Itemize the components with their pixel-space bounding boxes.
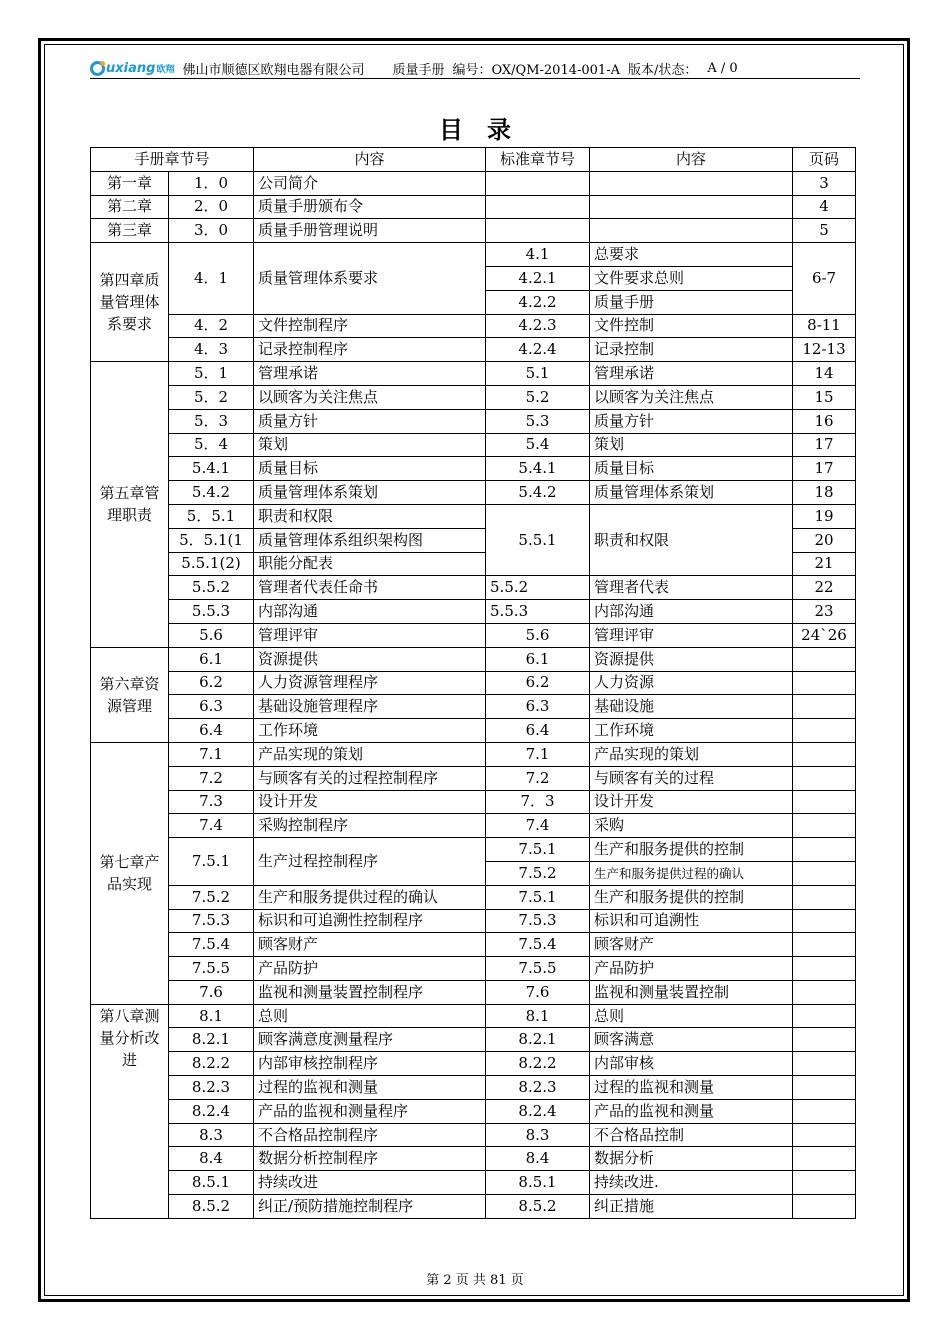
standard-cell: 8.3	[486, 1123, 590, 1147]
standard-content-cell: 不合格品控制	[590, 1123, 793, 1147]
content-cell: 职责和权限	[254, 504, 486, 528]
standard-content-cell: 记录控制	[590, 338, 793, 362]
standard-cell: 8.2.2	[486, 1052, 590, 1076]
section-cell: 7.5.4	[169, 933, 254, 957]
table-header-row	[91, 148, 856, 172]
standard-cell: 7.5.1	[486, 838, 590, 862]
table-row	[91, 409, 856, 433]
content-cell: 产品的监视和测量程序	[254, 1099, 486, 1123]
version-value: A / 0	[707, 60, 738, 76]
page-cell	[793, 814, 856, 838]
table-row	[91, 1028, 856, 1052]
standard-cell: 5.4.2	[486, 481, 590, 505]
page-cell	[793, 790, 856, 814]
content-cell: 质量方针	[254, 409, 486, 433]
page-cell	[793, 861, 856, 885]
standard-content-cell: 数据分析	[590, 1147, 793, 1171]
standard-content-cell: 资源提供	[590, 647, 793, 671]
column-header-page: 页码	[793, 148, 856, 172]
table-row	[91, 957, 856, 981]
standard-cell: 5.3	[486, 409, 590, 433]
standard-cell: 8.2.1	[486, 1028, 590, 1052]
content-cell: 质量管理体系要求	[254, 243, 486, 314]
content-cell: 管理者代表任命书	[254, 576, 486, 600]
table-row	[91, 647, 856, 671]
page-cell	[793, 1099, 856, 1123]
table-row	[91, 195, 856, 219]
section-cell: 5.4.2	[169, 481, 254, 505]
content-cell: 数据分析控制程序	[254, 1147, 486, 1171]
content-cell: 与顾客有关的过程控制程序	[254, 766, 486, 790]
standard-content-cell: 管理承诺	[590, 362, 793, 386]
standard-content-cell: 生产和服务提供过程的确认	[590, 861, 793, 885]
manual-name: 质量手册	[392, 62, 445, 78]
table-row	[91, 481, 856, 505]
content-cell: 管理评审	[254, 623, 486, 647]
table-row	[91, 671, 856, 695]
section-cell: 4．3	[169, 338, 254, 362]
standard-content-cell: 总则	[590, 1004, 793, 1028]
company-logo	[90, 61, 174, 76]
section-cell: 7.5.5	[169, 957, 254, 981]
page-footer: 第 2 页 共 81 页	[426, 1273, 524, 1288]
standard-cell	[486, 219, 590, 243]
page-cell	[793, 1004, 856, 1028]
standard-cell: 6.4	[486, 719, 590, 743]
table-row	[91, 171, 856, 195]
standard-cell: 8.1	[486, 1004, 590, 1028]
section-cell: 1．0	[169, 171, 254, 195]
standard-cell: 6.2	[486, 671, 590, 695]
standard-content-cell: 总要求	[590, 243, 793, 267]
content-cell: 纠正/预防措施控制程序	[254, 1195, 486, 1219]
content-cell: 管理承诺	[254, 362, 486, 386]
page-cell: 16	[793, 409, 856, 433]
standard-content-cell: 内部沟通	[590, 600, 793, 624]
table-row	[91, 742, 856, 766]
standard-content-cell: 生产和服务提供的控制	[590, 838, 793, 862]
table-row	[91, 980, 856, 1004]
standard-cell: 7.6	[486, 980, 590, 1004]
page-cell	[793, 1195, 856, 1219]
standard-content-cell: 文件要求总则	[590, 266, 793, 290]
chapter-cell: 第四章质量管理体系要求	[91, 243, 169, 362]
section-cell: 8.2.1	[169, 1028, 254, 1052]
table-row	[91, 909, 856, 933]
standard-cell: 4.1	[486, 243, 590, 267]
standard-content-cell: 质量目标	[590, 457, 793, 481]
page-cell	[793, 1123, 856, 1147]
page-cell	[793, 647, 856, 671]
page-cell: 15	[793, 385, 856, 409]
standard-cell: 7.2	[486, 766, 590, 790]
table-row	[91, 504, 856, 528]
content-cell: 策划	[254, 433, 486, 457]
content-cell: 质量目标	[254, 457, 486, 481]
table-row	[91, 314, 856, 338]
column-header-standard: 标准章节号	[486, 148, 590, 172]
standard-cell: 5.4.1	[486, 457, 590, 481]
section-cell: 5．3	[169, 409, 254, 433]
section-cell: 5．4	[169, 433, 254, 457]
standard-content-cell	[590, 171, 793, 195]
page-cell	[793, 980, 856, 1004]
column-header-standard-content: 内容	[590, 148, 793, 172]
page-cell: 3	[793, 171, 856, 195]
table-row	[91, 457, 856, 481]
standard-content-cell: 管理者代表	[590, 576, 793, 600]
company-name: 佛山市顺德区欧翔电器有限公司	[182, 62, 365, 78]
logo-text: uxiang	[106, 60, 156, 76]
standard-content-cell: 管理评审	[590, 623, 793, 647]
page-cell	[793, 1028, 856, 1052]
table-row	[91, 338, 856, 362]
table-row	[91, 695, 856, 719]
standard-cell: 5.5.1	[486, 504, 590, 575]
content-cell: 质量手册颁布令	[254, 195, 486, 219]
page-cell	[793, 671, 856, 695]
page-header	[90, 58, 860, 78]
page-cell	[793, 766, 856, 790]
page-cell	[793, 1076, 856, 1100]
content-cell: 不合格品控制程序	[254, 1123, 486, 1147]
section-cell: 8.4	[169, 1147, 254, 1171]
chapter-cell: 第八章测量分析改进	[91, 1004, 169, 1218]
standard-cell: 7.5.4	[486, 933, 590, 957]
section-cell: 7.2	[169, 766, 254, 790]
section-cell: 7.4	[169, 814, 254, 838]
content-cell: 顾客满意度测量程序	[254, 1028, 486, 1052]
standard-content-cell: 质量方针	[590, 409, 793, 433]
content-cell: 质量手册管理说明	[254, 219, 486, 243]
standard-content-cell: 工作环境	[590, 719, 793, 743]
standard-content-cell: 过程的监视和测量	[590, 1076, 793, 1100]
column-header-section: 手册章节号	[91, 148, 254, 172]
content-cell: 质量管理体系组织架构图	[254, 528, 486, 552]
document-code: 编号：OX/QM-2014-001-A	[452, 62, 620, 78]
table-row	[91, 385, 856, 409]
section-cell: 8.5.1	[169, 1171, 254, 1195]
table-row	[91, 1004, 856, 1028]
standard-content-cell: 内部审核	[590, 1052, 793, 1076]
standard-cell: 7.5.3	[486, 909, 590, 933]
page-cell	[793, 695, 856, 719]
content-cell: 内部审核控制程序	[254, 1052, 486, 1076]
content-cell: 持续改进	[254, 1171, 486, 1195]
table-row	[91, 1099, 856, 1123]
page-cell	[793, 742, 856, 766]
page-cell: 23	[793, 600, 856, 624]
section-cell: 5．2	[169, 385, 254, 409]
standard-content-cell: 顾客满意	[590, 1028, 793, 1052]
standard-content-cell: 人力资源	[590, 671, 793, 695]
standard-content-cell: 与顾客有关的过程	[590, 766, 793, 790]
content-cell: 设计开发	[254, 790, 486, 814]
standard-cell: 7.5.2	[486, 861, 590, 885]
standard-cell: 4.2.2	[486, 290, 590, 314]
content-cell: 总则	[254, 1004, 486, 1028]
standard-cell: 4.2.1	[486, 266, 590, 290]
content-cell: 基础设施管理程序	[254, 695, 486, 719]
content-cell: 采购控制程序	[254, 814, 486, 838]
section-cell: 7.3	[169, 790, 254, 814]
content-cell: 内部沟通	[254, 600, 486, 624]
standard-cell: 5.2	[486, 385, 590, 409]
section-cell: 6.1	[169, 647, 254, 671]
content-cell: 产品实现的策划	[254, 742, 486, 766]
page-cell	[793, 957, 856, 981]
standard-cell: 7.1	[486, 742, 590, 766]
page-cell	[793, 1052, 856, 1076]
section-cell: 6.3	[169, 695, 254, 719]
standard-cell: 8.5.2	[486, 1195, 590, 1219]
page-cell: 20	[793, 528, 856, 552]
section-cell: 8.2.4	[169, 1099, 254, 1123]
chapter-cell: 第二章	[91, 195, 169, 219]
table-row	[91, 219, 856, 243]
content-cell: 顾客财产	[254, 933, 486, 957]
page-cell	[793, 933, 856, 957]
standard-cell: 5.4	[486, 433, 590, 457]
standard-content-cell: 职责和权限	[590, 504, 793, 575]
section-cell: 8.1	[169, 1004, 254, 1028]
table-row	[91, 1076, 856, 1100]
standard-cell: 8.2.3	[486, 1076, 590, 1100]
content-cell: 记录控制程序	[254, 338, 486, 362]
standard-cell: 8.5.1	[486, 1171, 590, 1195]
table-row	[91, 623, 856, 647]
content-cell: 职能分配表	[254, 552, 486, 576]
standard-content-cell: 文件控制	[590, 314, 793, 338]
table-row	[91, 838, 856, 862]
page-cell: 24`26	[793, 623, 856, 647]
table-row	[91, 790, 856, 814]
standard-cell: 5.1	[486, 362, 590, 386]
column-header-content: 内容	[254, 148, 486, 172]
section-cell: 6.2	[169, 671, 254, 695]
section-cell: 7.5.2	[169, 885, 254, 909]
standard-content-cell: 监视和测量装置控制	[590, 980, 793, 1004]
page-cell	[793, 838, 856, 862]
section-cell: 7.5.1	[169, 838, 254, 886]
section-cell: 5．5.1(1	[169, 528, 254, 552]
section-cell: 7.5.3	[169, 909, 254, 933]
page-cell: 18	[793, 481, 856, 505]
standard-content-cell: 设计开发	[590, 790, 793, 814]
section-cell: 8.3	[169, 1123, 254, 1147]
standard-content-cell: 基础设施	[590, 695, 793, 719]
standard-cell: 7.4	[486, 814, 590, 838]
standard-content-cell: 纠正措施	[590, 1195, 793, 1219]
table-row	[91, 600, 856, 624]
page-cell: 12-13	[793, 338, 856, 362]
section-cell: 2．0	[169, 195, 254, 219]
section-cell: 5.5.3	[169, 600, 254, 624]
standard-content-cell: 标识和可追溯性	[590, 909, 793, 933]
chapter-cell: 第七章产品实现	[91, 742, 169, 1004]
content-cell: 资源提供	[254, 647, 486, 671]
logo-cn-text: 欧翔	[156, 64, 175, 75]
content-cell: 监视和测量装置控制程序	[254, 980, 486, 1004]
chapter-cell: 第五章管理职责	[91, 362, 169, 648]
page-cell: 5	[793, 219, 856, 243]
standard-cell	[486, 195, 590, 219]
standard-cell: 5.5.3	[486, 600, 590, 624]
standard-cell: 7．3	[486, 790, 590, 814]
page-cell: 21	[793, 552, 856, 576]
table-row	[91, 814, 856, 838]
content-cell: 公司简介	[254, 171, 486, 195]
standard-content-cell: 产品防护	[590, 957, 793, 981]
table-row	[91, 433, 856, 457]
standard-cell	[486, 171, 590, 195]
table-row	[91, 243, 856, 267]
standard-content-cell: 质量手册	[590, 290, 793, 314]
logo-circle-icon	[90, 61, 105, 76]
table-row	[91, 719, 856, 743]
standard-content-cell: 质量管理体系策划	[590, 481, 793, 505]
standard-cell: 8.2.4	[486, 1099, 590, 1123]
standard-content-cell	[590, 219, 793, 243]
toc-table	[90, 147, 856, 1219]
table-row	[91, 1171, 856, 1195]
standard-content-cell: 策划	[590, 433, 793, 457]
section-cell: 8.2.3	[169, 1076, 254, 1100]
content-cell: 生产过程控制程序	[254, 838, 486, 886]
page-cell	[793, 885, 856, 909]
section-cell: 5.5.1(2)	[169, 552, 254, 576]
content-cell: 过程的监视和测量	[254, 1076, 486, 1100]
standard-content-cell	[590, 195, 793, 219]
content-cell: 标识和可追溯性控制程序	[254, 909, 486, 933]
chapter-cell: 第一章	[91, 171, 169, 195]
standard-content-cell: 采购	[590, 814, 793, 838]
content-cell: 产品防护	[254, 957, 486, 981]
section-cell: 5．5.1	[169, 504, 254, 528]
content-cell: 生产和服务提供过程的确认	[254, 885, 486, 909]
page-cell: 19	[793, 504, 856, 528]
table-row	[91, 885, 856, 909]
section-cell: 5.4.1	[169, 457, 254, 481]
page-cell: 6-7	[793, 243, 856, 314]
standard-cell: 7.5.1	[486, 885, 590, 909]
table-row	[91, 1195, 856, 1219]
page-cell	[793, 1171, 856, 1195]
page-cell: 8-11	[793, 314, 856, 338]
section-cell: 5．1	[169, 362, 254, 386]
standard-content-cell: 生产和服务提供的控制	[590, 885, 793, 909]
standard-cell: 5.6	[486, 623, 590, 647]
chapter-cell: 第三章	[91, 219, 169, 243]
section-cell: 5.6	[169, 623, 254, 647]
table-row	[91, 933, 856, 957]
section-cell: 4．1	[169, 243, 254, 314]
page-cell: 22	[793, 576, 856, 600]
page-cell: 4	[793, 195, 856, 219]
section-cell: 7.6	[169, 980, 254, 1004]
page-title: 目录	[439, 115, 535, 144]
page-cell	[793, 909, 856, 933]
section-cell: 8.5.2	[169, 1195, 254, 1219]
table-row	[91, 1052, 856, 1076]
table-row	[91, 1147, 856, 1171]
standard-cell: 5.5.2	[486, 576, 590, 600]
content-cell: 以顾客为关注焦点	[254, 385, 486, 409]
section-cell: 8.2.2	[169, 1052, 254, 1076]
table-row	[91, 766, 856, 790]
standard-content-cell: 持续改进.	[590, 1171, 793, 1195]
standard-content-cell: 顾客财产	[590, 933, 793, 957]
section-cell: 6.4	[169, 719, 254, 743]
content-cell: 文件控制程序	[254, 314, 486, 338]
standard-content-cell: 以顾客为关注焦点	[590, 385, 793, 409]
section-cell: 3．0	[169, 219, 254, 243]
page-cell: 17	[793, 457, 856, 481]
standard-cell: 4.2.3	[486, 314, 590, 338]
table-row	[91, 1123, 856, 1147]
standard-content-cell: 产品的监视和测量	[590, 1099, 793, 1123]
standard-cell: 6.1	[486, 647, 590, 671]
section-cell: 4．2	[169, 314, 254, 338]
section-cell: 5.5.2	[169, 576, 254, 600]
chapter-cell: 第六章资源管理	[91, 647, 169, 742]
version-label: 版本/状态：	[627, 62, 698, 78]
standard-cell: 4.2.4	[486, 338, 590, 362]
header-divider	[90, 78, 860, 79]
standard-content-cell: 产品实现的策划	[590, 742, 793, 766]
standard-cell: 7.5.5	[486, 957, 590, 981]
page-cell	[793, 719, 856, 743]
table-row	[91, 362, 856, 386]
content-cell: 质量管理体系策划	[254, 481, 486, 505]
standard-cell: 6.3	[486, 695, 590, 719]
page-cell: 17	[793, 433, 856, 457]
standard-cell: 8.4	[486, 1147, 590, 1171]
content-cell: 人力资源管理程序	[254, 671, 486, 695]
page-cell: 14	[793, 362, 856, 386]
section-cell: 7.1	[169, 742, 254, 766]
page-cell	[793, 1147, 856, 1171]
table-row	[91, 576, 856, 600]
content-cell: 工作环境	[254, 719, 486, 743]
